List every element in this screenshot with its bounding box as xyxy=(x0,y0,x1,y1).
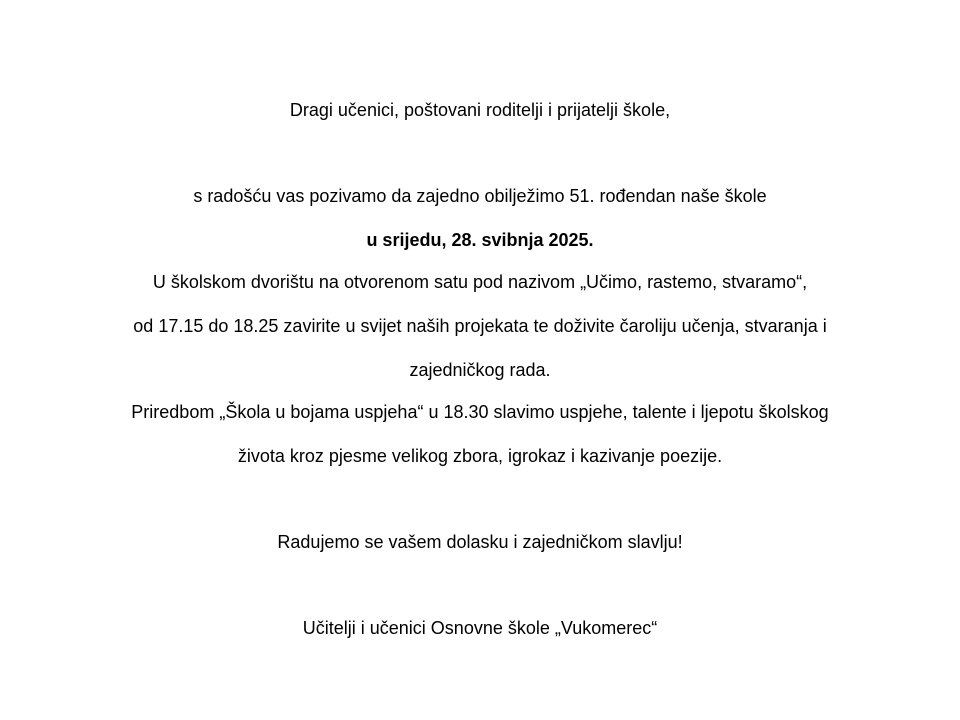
show-text-line-2: života kroz pjesme velikog zbora, igrokaz i kazivanje poezije. xyxy=(237,446,723,466)
show-text-line-1: Priredbom „Škola u bojama uspjeha“ u 18.30 slavimo uspjehe, talente i ljepotu školskog xyxy=(131,402,829,422)
event-date: u srijedu, 28. svibnja 2025. xyxy=(366,230,594,250)
signature-text: Učitelji i učenici Osnovne škole „Vukomerec“ xyxy=(302,618,658,638)
open-class-text-line-3: zajedničkog rada. xyxy=(409,360,551,380)
intro-text: s radošću vas pozivamo da zajedno obilježimo 51. rođendan naše škole xyxy=(193,186,767,206)
open-class-text-line-1: U školskom dvorištu na otvorenom satu pod nazivom „Učimo, rastemo, stvaramo“, xyxy=(152,272,808,292)
closing-text: Radujemo se vašem dolasku i zajedničkom slavlju! xyxy=(277,532,683,552)
greeting-text: Dragi učenici, poštovani roditelji i prijatelji škole, xyxy=(289,100,671,120)
open-class-text-line-2: od 17.15 do 18.25 zavirite u svijet naših projekata te doživite čaroliju učenja, stvaranja i xyxy=(133,316,827,336)
